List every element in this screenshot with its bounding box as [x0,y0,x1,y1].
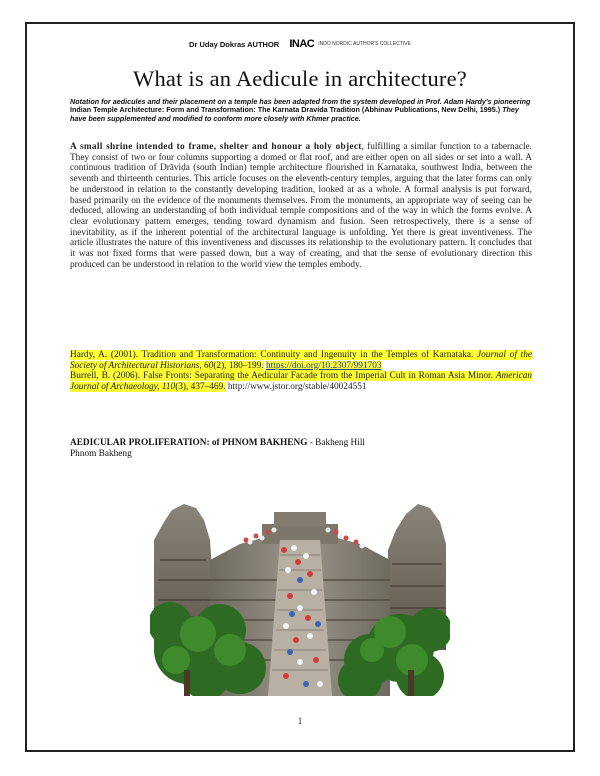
body-text: , fulfilling a similar function to a tabernacle. They consist of two or four columns supporting a domed or flat roof, and are either open on all sides or set into a wall. A continuous tradition of Drāviḍa (south Indian) temple architecture flourished in Karnataka, southwest India, between the seventh and thirteenth centuries. This article focuses on the eleventh-century temples, arguing that the later forms can only be understood in relation to the constantly developing tradition, looked at as a whole. A formal analysis is put forward, based primarily on the evidence of the monuments themselves. From the monuments, an appropriate way of seeing can be deduced, allowing an understanding of both individual temple compositions and of the way in which the forms evolve. A clear evolutionary pattern emerges, tending toward dynamism and fusion. Seen retrospectively, there is a sense of inevitability, as if the inherent potential of the architectural language is unfolding. Yet there is great inventiveness. The article illustrates the nature of this inventiveness and discusses its relationship to the evolutionary pattern. It concludes that it was not fixed forms that were passed down, but a way of creating, and that the sense of evolutionary direction this produced can be understood in relation to the world view the temples embody. [70,142,532,270]
body-paragraph [70,142,532,270]
logo-text: INDO NORDIC AUTHOR'S COLLECTIVE [318,41,411,47]
notation-part2: Indian Temple Architecture: Form and Transformation: The Karnata Dravida Tradition (Abhinav Publications, New Delhi, 1995.) [70,105,501,115]
page-header [0,38,600,50]
hardy-pages: (2), 180–199. [213,360,264,371]
author-label: Dr Uday Dokras AUTHOR [189,39,280,49]
logo-mark: INAC [289,38,315,50]
notation-part3: They have been supplemented and modified to conform more closely with Khmer practice. [70,105,519,123]
hardy-doi-link[interactable]: https://doi.org/10.2307/991703 [266,360,382,371]
hardy-text: Hardy, A. (2001). Tradition and Transformation: Continuity and Ingenuity in the Temples of Karnataka. [70,350,478,360]
section-subtitle: Phnom Bakheng [70,448,132,459]
section-heading-suffix: - Bakheng Hill [307,438,366,448]
burrell-pages: (3), 437–469. [175,382,226,393]
references [70,350,532,393]
page-number: 1 [297,716,303,726]
reference-burrell [70,371,532,392]
notation-paragraph [70,98,535,123]
reference-hardy [70,350,532,371]
hardy-volume: , 60 [199,360,214,371]
inac-logo [289,38,411,50]
burrell-url[interactable]: http://www.jstor.org/stable/40024551 [227,382,367,393]
section-heading [70,438,530,459]
notation-part1: Notation for aedicules and their placement on a temple has been adapted from the system developed in Prof. Adam Hardy's pioneering [70,97,531,106]
body-lead: A small shrine intended to frame, shelter and honour a holy object [70,142,362,152]
burrell-text: Burrell, B. (2006). False Fronts: Separating the Aedicular Facade from the Imperial Cult in Roman Asia Minor. [70,371,496,382]
burrell-volume: , 110 [157,382,176,393]
section-heading-bold: AEDICULAR PROLIFERATION: of PHNOM BAKHENG [70,438,308,448]
hardy-journal: Journal of the Society of Architectural Historians [70,350,532,371]
burrell-journal: American Journal of Archaeology [70,371,532,393]
phnom-bakheng-photo [150,500,450,696]
page-title: What is an Aedicule in architecture? [133,66,467,91]
